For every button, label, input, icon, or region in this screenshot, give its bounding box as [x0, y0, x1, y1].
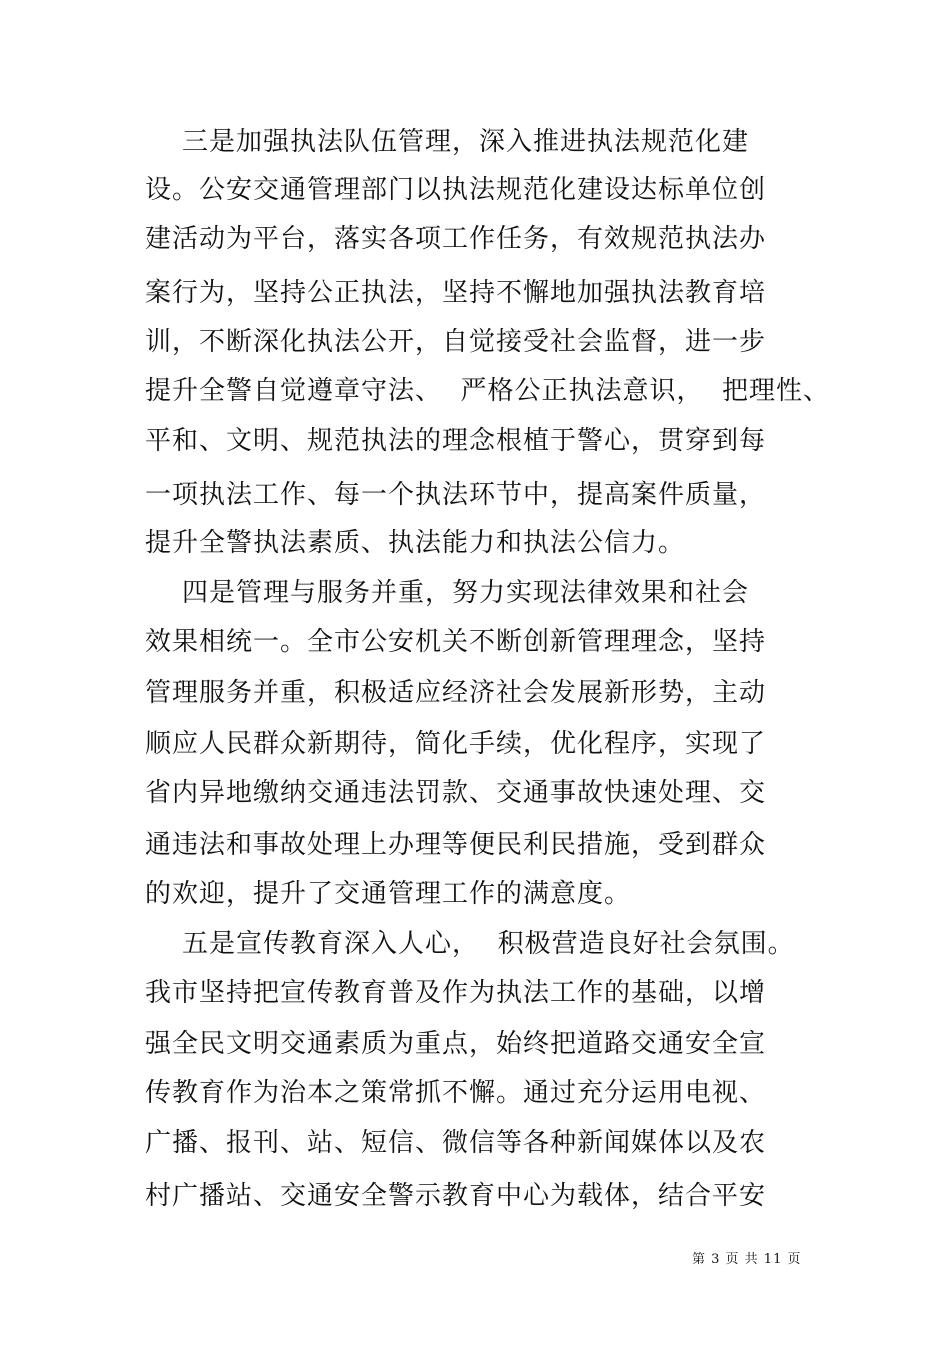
text-line: 训，不断深化执法公开，自觉接受社会监督，进一步 [145, 327, 767, 357]
text-line: 管理服务并重，积极适应经济社会发展新形势，主动 [145, 678, 767, 708]
text-line: 设。公安交通管理部门以执法规范化建设达标单位创 [145, 175, 767, 205]
text-line: 平和、文明、规范执法的理念根植于警心，贯穿到每 [145, 426, 767, 456]
text-line: 案行为，坚持公正执法，坚持不懈地加强执法教育培 [145, 278, 767, 308]
text-line: 广播、报刊、站、短信、微信等各种新闻媒体以及农 [145, 1128, 767, 1158]
text-line: 一项执法工作、每一个执法环节中，提高案件质量， [145, 480, 767, 510]
text-line: 村广播站、交通安全警示教育中心为载体，结合平安 [145, 1181, 767, 1211]
text-line: 提升全警自觉遵章守法、 严格公正执法意识， 把理性、 [145, 376, 831, 406]
text-line: 建活动为平台，落实各项工作任务，有效规范执法办 [145, 224, 767, 254]
text-line: 四是管理与服务并重，努力实现法律效果和社会 [145, 578, 750, 608]
page-number: 第 3 页 共 11 页 [692, 1252, 802, 1267]
text-line: 的欢迎，提升了交通管理工作的满意度。 [145, 879, 632, 909]
text-line: 传教育作为治本之策常抓不懈。通过充分运用电视、 [145, 1078, 767, 1108]
text-line: 提升全警执法素质、执法能力和执法公信力。 [145, 528, 686, 558]
text-line: 顺应人民群众新期待，简化手续，优化程序，实现了 [145, 729, 767, 759]
text-line: 三是加强执法队伍管理，深入推进执法规范化建 [145, 127, 750, 157]
text-line: 强全民文明交通素质为重点，始终把道路交通安全宣 [145, 1029, 767, 1059]
text-line: 效果相统一。全市公安机关不断创新管理理念，坚持 [145, 627, 767, 657]
text-line: 五是宣传教育深入人心， 积极营造良好社会氛围。 [145, 929, 795, 959]
text-line: 通违法和事故处理上办理等便民利民措施，受到群众 [145, 830, 767, 860]
text-line: 我市坚持把宣传教育普及作为执法工作的基础，以增 [145, 978, 767, 1008]
text-line: 省内异地缴纳交通违法罚款、交通事故快速处理、交 [145, 778, 767, 808]
